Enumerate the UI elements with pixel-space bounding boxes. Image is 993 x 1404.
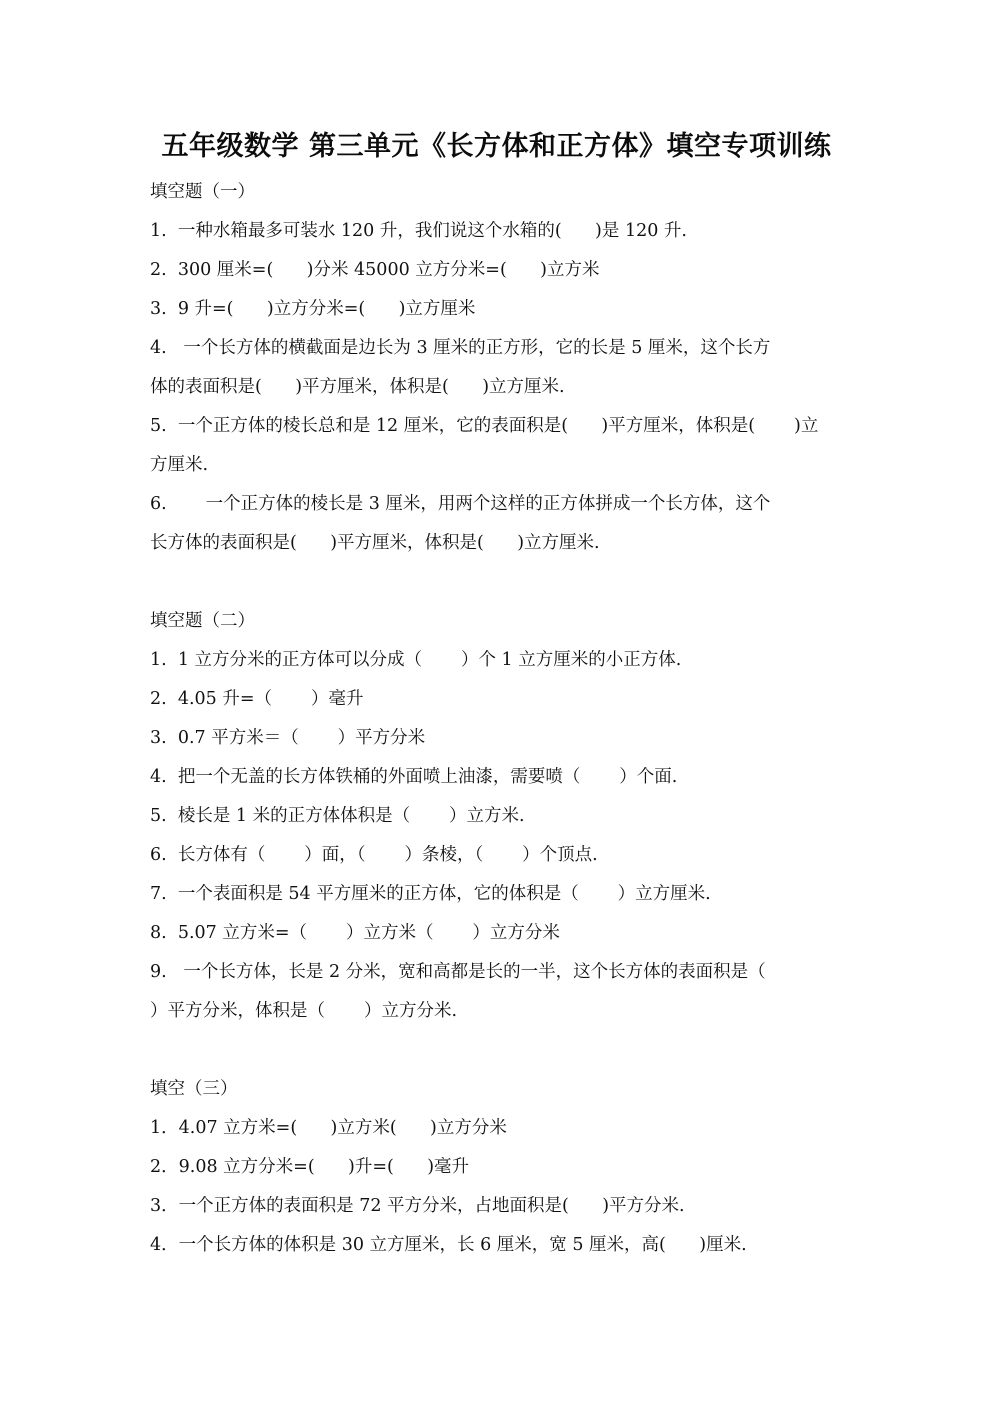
question-line: 4．一个长方体的体积是 30 立方厘米，长 6 厘米，宽 5 厘米，高( )厘米. xyxy=(150,1235,747,1255)
page-title: 五年级数学 第三单元《长方体和正方体》填空专项训练 xyxy=(161,131,832,162)
question-line: 长方体的表面积是( )平方厘米，体积是( )立方厘米. xyxy=(150,533,600,553)
question-line: 6. 长方体有（ ）面，（ ）条棱，（ ）个顶点. xyxy=(150,845,598,865)
question-line: ）平方分米，体积是（ ）立方分米. xyxy=(150,1001,458,1021)
section-heading-2: 填空题（二） xyxy=(150,611,255,631)
question-line: 3．一个正方体的表面积是 72 平方分米，占地面积是( )平方分米. xyxy=(150,1196,685,1216)
question-line: 2. 4.05 升=（ ）毫升 xyxy=(150,689,364,709)
question-line: 体的表面积是( )平方厘米，体积是( )立方厘米. xyxy=(150,377,565,397)
question-line: 2. 300 厘米=( )分米 45000 立方分米=( )立方米 xyxy=(150,260,600,280)
section-heading-1: 填空题（一） xyxy=(150,182,255,202)
question-line: 3. 0.7 平方米＝（ ）平方分米 xyxy=(150,728,426,748)
question-line: 4. 一个长方体的横截面是边长为 3 厘米的正方形，它的长是 5 厘米，这个长方 xyxy=(150,338,771,358)
question-line: 5. 一个正方体的棱长总和是 12 厘米，它的表面积是( )平方厘米，体积是( )立 xyxy=(150,416,819,436)
question-line: 方厘米. xyxy=(150,455,209,475)
question-line: 5. 棱长是 1 米的正方体体积是（ ）立方米. xyxy=(150,806,525,826)
question-line: 8. 5.07 立方米=（ ）立方米（ ）立方分米 xyxy=(150,923,560,943)
question-line: 1. 1 立方分米的正方体可以分成（ ）个 1 立方厘米的小正方体. xyxy=(150,650,682,670)
question-line: 7. 一个表面积是 54 平方厘米的正方体，它的体积是（ ）立方厘米. xyxy=(150,884,711,904)
question-line: 1．4.07 立方米=( )立方米( )立方分米 xyxy=(150,1118,507,1138)
section-heading-3: 填空（三） xyxy=(150,1079,238,1099)
question-line: 9. 一个长方体，长是 2 分米，宽和高都是长的一半，这个长方体的表面积是（ xyxy=(150,962,766,982)
question-line: 2．9.08 立方分米=( )升=( )毫升 xyxy=(150,1157,470,1177)
question-line: 1. 一种水箱最多可装水 120 升，我们说这个水箱的( )是 120 升. xyxy=(150,221,687,241)
question-line: 3. 9 升=( )立方分米=( )立方厘米 xyxy=(150,299,476,319)
question-line: 4. 把一个无盖的长方体铁桶的外面喷上油漆，需要喷（ ）个面. xyxy=(150,767,678,787)
question-line: 6. 一个正方体的棱长是 3 厘米，用两个这样的正方体拼成一个长方体，这个 xyxy=(150,494,771,514)
